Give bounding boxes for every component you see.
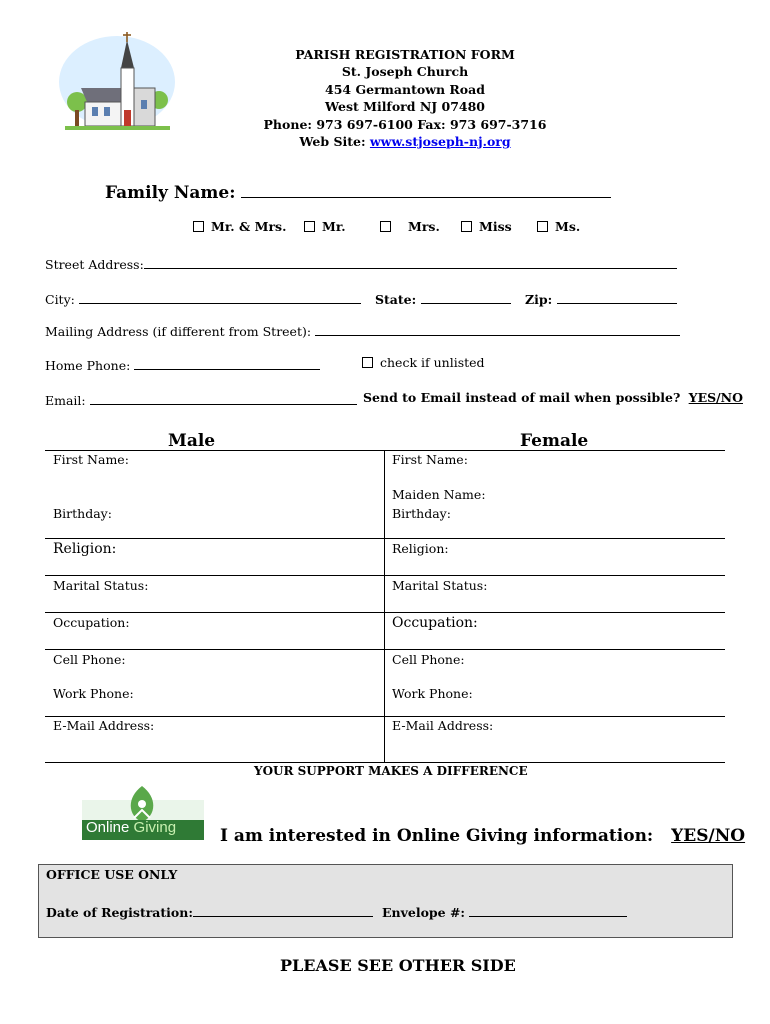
church-address-1: 454 Germantown Road (325, 81, 485, 97)
salutation-label: Miss (479, 219, 512, 234)
table-rule (45, 612, 725, 613)
salutation-option[interactable] (537, 219, 580, 234)
female-cell-phone[interactable]: Cell Phone: (392, 652, 465, 667)
church-phone: Phone: 973 697-6100 Fax: 973 697-3716 (263, 116, 547, 132)
home-phone-label: Home Phone: (45, 358, 131, 373)
family-name-label: Family Name: (105, 183, 236, 203)
registration-date-label: Date of Registration: (46, 905, 193, 920)
online-giving-yes-no[interactable]: YES/NO (671, 826, 746, 846)
home-phone-row (45, 355, 320, 373)
zip-row (525, 289, 677, 307)
family-name-field[interactable] (241, 183, 611, 198)
male-first-name[interactable]: First Name: (53, 452, 129, 467)
female-marital-status[interactable]: Marital Status: (392, 578, 488, 593)
mailing-field[interactable] (315, 321, 680, 336)
table-rule (45, 716, 725, 717)
salutation-option[interactable] (380, 219, 440, 234)
checkbox[interactable] (461, 221, 472, 232)
state-row (375, 289, 511, 307)
checkbox[interactable] (380, 221, 391, 232)
footer-note: PLEASE SEE OTHER SIDE (280, 956, 516, 975)
giving-logo-text-a: Online (86, 819, 130, 836)
female-work-phone[interactable]: Work Phone: (392, 686, 473, 701)
send-email-yes-no[interactable]: YES/NO (688, 390, 743, 405)
salutation-option[interactable] (304, 219, 346, 234)
female-maiden-name[interactable]: Maiden Name: (392, 487, 486, 502)
form-header (230, 46, 580, 150)
checkbox[interactable] (362, 357, 373, 368)
church-address-2: West Milford NJ 07480 (324, 99, 486, 115)
female-first-name[interactable]: First Name: (392, 452, 468, 467)
salutation-label: Ms. (555, 219, 581, 234)
online-giving-row (220, 826, 745, 846)
table-rule (45, 575, 725, 576)
home-phone-field[interactable] (134, 355, 320, 370)
male-occupation[interactable]: Occupation: (53, 615, 130, 630)
website-link[interactable]: www.stjoseph-nj.org (369, 134, 511, 150)
city-row (45, 289, 361, 307)
salutation-option[interactable] (193, 219, 286, 234)
giving-logo-text-b: Giving (133, 819, 177, 836)
office-use-box (38, 864, 733, 938)
table-top-rule (45, 450, 725, 451)
male-religion[interactable]: Religion: (53, 541, 117, 557)
male-birthday[interactable]: Birthday: (53, 506, 112, 521)
female-birthday[interactable]: Birthday: (392, 506, 451, 521)
table-bottom-rule (45, 762, 725, 763)
envelope-label: Envelope #: (382, 905, 466, 920)
family-name-row (105, 183, 611, 203)
state-label: State: (375, 292, 417, 307)
street-label: Street Address: (45, 257, 144, 272)
registration-date-row (46, 902, 373, 920)
email-label: Email: (45, 393, 86, 408)
street-field[interactable] (144, 254, 677, 269)
support-message: YOUR SUPPORT MAKES A DIFFERENCE (254, 764, 528, 778)
zip-field[interactable] (557, 289, 677, 304)
church-website (230, 133, 580, 150)
salutation-label: Mr. & Mrs. (211, 219, 287, 234)
checkbox[interactable] (537, 221, 548, 232)
registration-date-field[interactable] (193, 902, 373, 917)
table-rule (45, 649, 725, 650)
city-field[interactable] (79, 289, 361, 304)
salutation-label: Mr. (322, 219, 346, 234)
form-title: PARISH REGISTRATION FORM (295, 47, 515, 62)
salutation-option[interactable] (461, 219, 512, 234)
street-address-row (45, 254, 677, 272)
church-logo (55, 30, 180, 135)
envelope-field[interactable] (469, 902, 627, 917)
email-row (45, 390, 357, 408)
unlisted-label: check if unlisted (380, 355, 485, 370)
checkbox[interactable] (304, 221, 315, 232)
checkbox[interactable] (193, 221, 204, 232)
envelope-row (382, 902, 627, 920)
female-occupation[interactable]: Occupation: (392, 615, 478, 631)
male-marital-status[interactable]: Marital Status: (53, 578, 149, 593)
male-email[interactable]: E-Mail Address: (53, 718, 155, 733)
website-label: Web Site: (299, 134, 370, 150)
zip-label: Zip: (525, 292, 553, 307)
online-giving-logo (82, 782, 204, 840)
church-name: St. Joseph Church (341, 64, 469, 80)
male-cell-phone[interactable]: Cell Phone: (53, 652, 126, 667)
mailing-address-row (45, 321, 680, 339)
office-use-title: OFFICE USE ONLY (46, 867, 178, 882)
email-field[interactable] (90, 390, 357, 405)
female-religion[interactable]: Religion: (392, 541, 449, 556)
send-email-question: Send to Email instead of mail when possible? (363, 390, 681, 405)
female-heading: Female (520, 431, 589, 451)
send-email-row (363, 390, 743, 405)
city-label: City: (45, 292, 75, 307)
table-rule (45, 538, 725, 539)
unlisted-option[interactable] (362, 355, 485, 370)
online-giving-question: I am interested in Online Giving information: (220, 826, 654, 846)
state-field[interactable] (421, 289, 511, 304)
salutation-label: Mrs. (408, 219, 440, 234)
mailing-label: Mailing Address (if different from Street): (45, 324, 312, 339)
male-work-phone[interactable]: Work Phone: (53, 686, 134, 701)
female-email[interactable]: E-Mail Address: (392, 718, 494, 733)
male-heading: Male (168, 431, 216, 451)
